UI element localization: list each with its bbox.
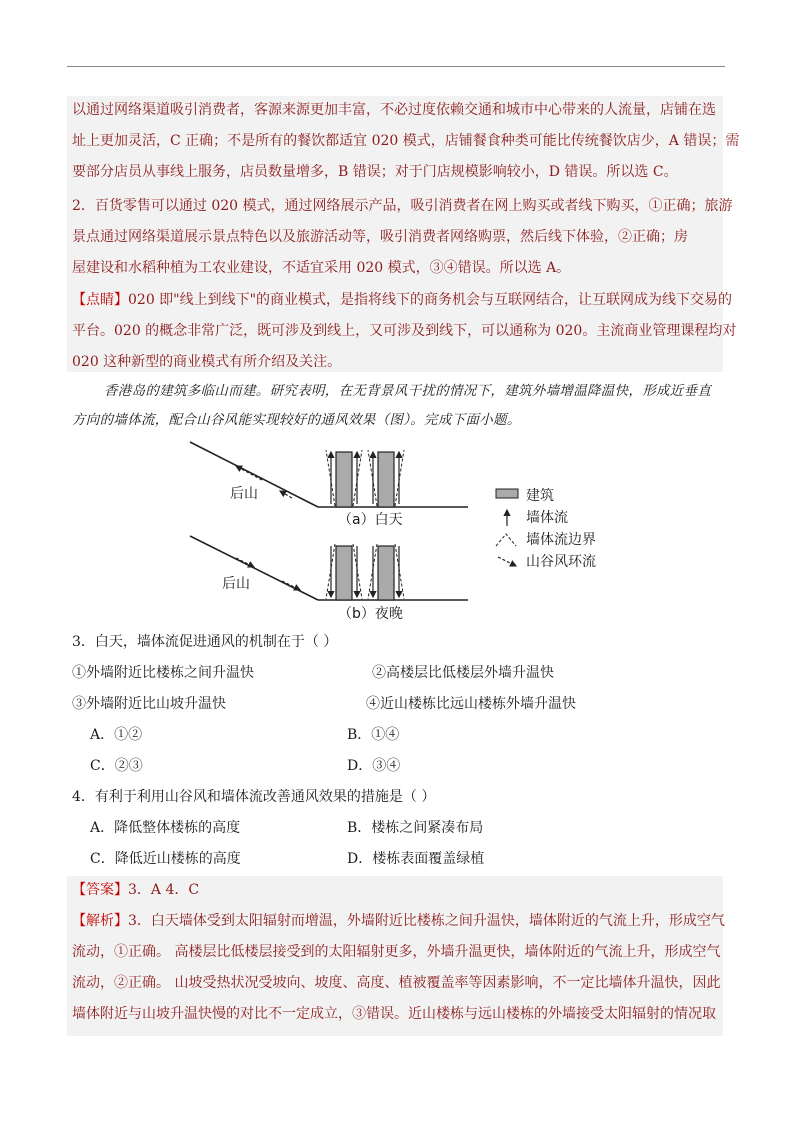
text-span: 正确；旅游: [662, 198, 733, 214]
analysis-label: 【解析】: [72, 913, 128, 929]
legend-valley-wind: 山谷风环流: [526, 554, 596, 570]
analysis-line: [72, 973, 720, 993]
answer-text: 3．A 4．C: [128, 882, 200, 898]
q3-option-a[interactable]: A．①②: [90, 727, 143, 743]
explanation-line: 以通过网络渠道吸引消费者，客源来源更加丰富，不必过度依赖交通和城市中心带来的人流量，店铺在选: [72, 102, 716, 118]
q4-stem: 4．有利于利用山谷风和墙体流改善通风效果的措施是（ ）: [72, 789, 436, 805]
building-legend-icon: [496, 489, 518, 498]
caption-night: （b）夜晚: [338, 606, 403, 622]
q3-option-c[interactable]: C．②③: [90, 758, 143, 774]
intro-line: 香港岛的建筑多临山而建。研究表明，在无背景风干扰的情况下，建筑外墙增温降温快，形成近垂直: [104, 383, 712, 399]
building-icon: [378, 452, 394, 507]
q3-statement-4: ④近山楼栋比远山楼栋外墙升温快: [366, 696, 576, 712]
text-span: 错误。所以选 A。: [457, 260, 571, 276]
text-span: 屋建设和水稻种植为工农业建设，不适宜采用 020 模式，: [72, 260, 430, 276]
boundary-legend-icon: [496, 534, 516, 546]
explanation-line: 址上更加灵活，C 正确；不是所有的餐饮都适宜 020 模式，店铺餐食种类可能比传统餐饮店少，A 错误；需: [72, 133, 740, 149]
circled-number: ①: [114, 944, 128, 960]
text-span: 景点通过网络渠道展示景点特色以及旅游活动等，吸引消费者网络购票，然后线下体验，: [72, 229, 618, 245]
circled-number: ①: [648, 198, 663, 214]
tip-line: [72, 290, 732, 310]
text-span: 错误。近山楼栋与远山楼栋的外墙接受太阳辐射的情况取: [366, 1006, 716, 1022]
valley-wind-legend-icon: [498, 557, 516, 566]
answer-line: [72, 880, 199, 900]
mountain-label-night: 后山: [222, 576, 250, 592]
circled-number: ②: [618, 229, 632, 245]
answer-label: 【答案】: [72, 882, 128, 898]
caption-day: （a）白天: [338, 512, 403, 528]
legend-building: 建筑: [526, 488, 554, 504]
text-span: 正确。 山坡受热状况受坡向、坡度、高度、植被覆盖率等因素影响，不一定比墙体升温快，因此: [128, 975, 721, 991]
q3-statement-2: ②高楼层比低楼层外墙升温快: [372, 665, 554, 681]
header-rule: [67, 66, 725, 67]
intro-line: 方向的墙体流，配合山谷风能实现较好的通风效果（图）。完成下面小题。: [72, 412, 521, 428]
text-span: 2．百货零售可以通过 020 模式，通过网络展示产品，吸引消费者在网上购买或者线下购买，: [72, 198, 649, 214]
text-span: 3．白天墙体受到太阳辐射而增温，外墙附近比楼栋之间升温快，墙体附近的气流上升，形成空气: [128, 913, 725, 929]
q3-option-d[interactable]: D．③④: [347, 758, 401, 774]
analysis-line: [72, 942, 720, 962]
q3-stem: 3．白天，墙体流促进通风的机制在于（ ）: [72, 634, 338, 650]
explanation-q2-line: [72, 227, 688, 247]
text-span: 墙体附近与山坡升温快慢的对比不一定成立，: [72, 1006, 352, 1022]
tip-line: 020 这种新型的商业模式有所介绍及关注。: [72, 354, 342, 370]
text-span: 正确。 高楼层比低楼层接受到的太阳辐射更多，外墙升温更快，墙体附近的气流上升，形成空气: [128, 944, 721, 960]
q3-statement-1: ①外墙附近比楼栋之间升温快: [72, 665, 254, 681]
q3-option-b[interactable]: B．①④: [347, 727, 400, 743]
q4-option-a[interactable]: A．降低整体楼栋的高度: [90, 820, 241, 836]
text-span: 流动，: [72, 944, 114, 960]
legend-wall-flow: 墙体流: [526, 510, 568, 526]
text-span: 流动，: [72, 975, 114, 991]
tip-line: 平台。020 的概念非常广泛，既可涉及到线上，又可涉及到线下，可以通称为 020。主流商业管理课程均对: [72, 323, 737, 339]
explanation-line: 要部分店员从事线上服务，店员数量增多，B 错误；对于门店规模影响较小，D 错误。所以选 C。: [72, 164, 678, 180]
circled-number: ②: [114, 975, 128, 991]
q3-statement-3: ③外墙附近比山坡升温快: [72, 696, 226, 712]
legend: [496, 489, 518, 566]
q4-option-c[interactable]: C．降低近山楼栋的高度: [90, 851, 241, 867]
tip-label: 【点睛】: [72, 292, 128, 308]
explanation-q2-line: [72, 196, 733, 216]
analysis-line: [72, 911, 725, 931]
legend-wall-flow-boundary: 墙体流边界: [526, 532, 596, 548]
circled-number: ③: [352, 1006, 366, 1022]
text-span: 020 即"线上到线下"的商业模式，是指将线下的商务机会与互联网结合，让互联网成为线下交易的: [128, 292, 733, 308]
building-icon: [336, 452, 352, 507]
building-icon: [378, 546, 394, 600]
building-icon: [336, 546, 352, 600]
explanation-q2-line: [72, 258, 570, 278]
text-span: 正确；房: [632, 229, 688, 245]
analysis-line: [72, 1004, 716, 1024]
q4-option-b[interactable]: B．楼栋之间紧凑布局: [347, 820, 484, 836]
mountain-label-day: 后山: [230, 486, 258, 502]
q4-option-d[interactable]: D．楼栋表面覆盖绿植: [347, 851, 485, 867]
circled-number: ③④: [429, 260, 458, 276]
